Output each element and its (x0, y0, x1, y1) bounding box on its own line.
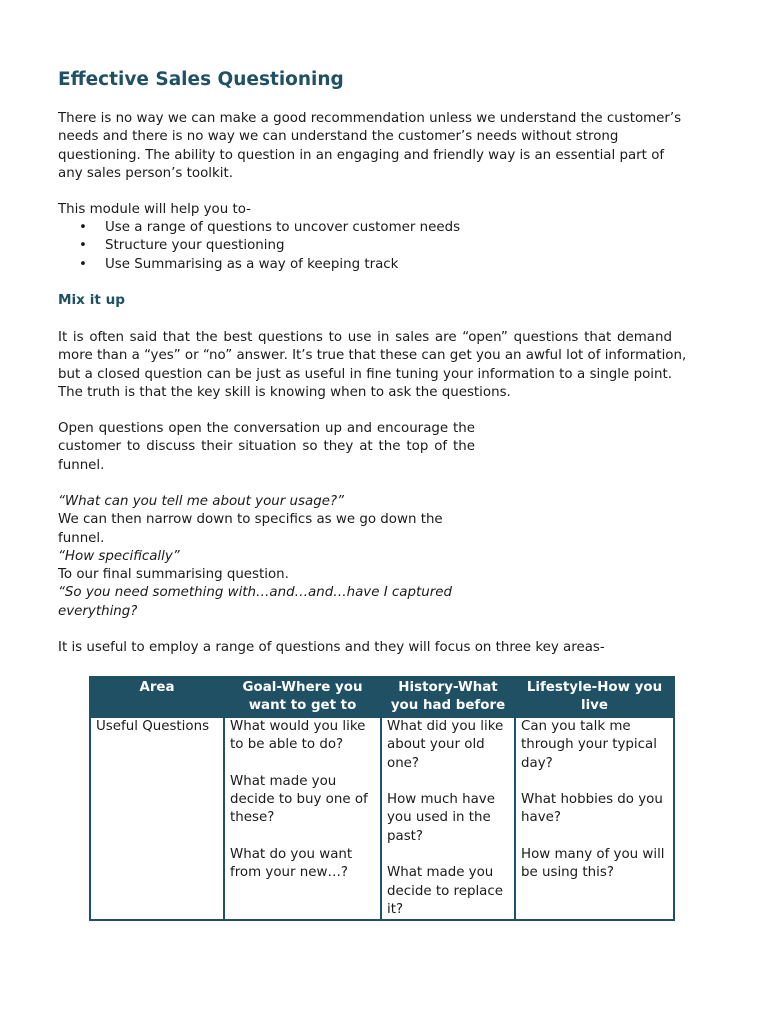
table-intro: It is useful to employ a range of questions and they will focus on three key areas- (58, 640, 605, 655)
funnel-text: We can then narrow down to specifics as we go down the (58, 512, 443, 528)
paragraph-line: The truth is that the key skill is knowing when to ask the questions. (58, 384, 511, 400)
paragraph-line: It is often said that the best questions to use in sales are “open” questions that demand (58, 330, 672, 345)
section-heading: Mix it up (58, 292, 125, 308)
paragraph-line: customer to discuss their situation so they at the top of the (58, 439, 475, 455)
table-header-row (90, 677, 674, 717)
example-question: “So you need something with…and…and…have I captured (58, 585, 452, 601)
goal-questions-cell (224, 717, 381, 920)
list-item: • Use Summarising as a way of keeping track (58, 256, 460, 274)
column-header-goal: Goal-Where you want to get to (224, 677, 381, 717)
funnel-example (58, 493, 452, 621)
open-questions-paragraph (58, 420, 475, 475)
row-label: Useful Questions (90, 717, 224, 920)
intro-line: questioning. The ability to question in an engaging and friendly way is an essential part of (58, 147, 665, 163)
table-row (90, 717, 674, 920)
body-paragraph (58, 329, 687, 402)
paragraph-line: but a closed question can be just as useful in fine tuning your information to a single point. (58, 366, 672, 382)
intro-line: any sales person’s toolkit. (58, 165, 233, 181)
list-item: • Structure your questioning (58, 237, 460, 255)
example-question: “How specifically” (58, 548, 180, 564)
bullet-icon: • (79, 256, 87, 272)
page-title: Effective Sales Questioning (58, 69, 344, 90)
paragraph-line: Open questions open the conversation up and encourage the (58, 421, 475, 436)
history-question: What did you like about your old one? (387, 719, 504, 771)
objectives-list (58, 219, 460, 274)
example-question: everything? (58, 603, 138, 619)
intro-line: needs and there is no way we can understand the customer’s needs without strong (58, 129, 619, 145)
column-header-area: Area (90, 677, 224, 717)
lifestyle-questions-cell (515, 717, 674, 920)
example-question: “What can you tell me about your usage?” (58, 494, 344, 509)
history-question: What made you decide to replace it? (387, 865, 503, 917)
bullet-icon: • (79, 238, 87, 254)
lifestyle-question: Can you talk me through your typical day? (521, 719, 657, 771)
column-header-history: History-What you had before (381, 677, 515, 717)
history-question: How much have you used in the past? (387, 792, 495, 844)
list-item: • Use a range of questions to uncover customer needs (58, 219, 460, 237)
lifestyle-question: How many of you will be using this? (521, 847, 665, 881)
lifestyle-question: What hobbies do you have? (521, 792, 663, 826)
history-questions-cell (381, 717, 515, 920)
funnel-text: funnel. (58, 530, 105, 546)
module-lead: This module will help you to- (58, 202, 252, 217)
questions-table (89, 676, 675, 921)
goal-question: What would you like to be able to do? (230, 719, 366, 753)
bullet-icon: • (79, 220, 87, 235)
paragraph-line: funnel. (58, 457, 105, 473)
goal-question: What do you want from your new…? (230, 847, 353, 881)
goal-question: What made you decide to buy one of these? (230, 773, 368, 826)
column-header-lifestyle: Lifestyle-How you live (515, 677, 674, 717)
intro-line: There is no way we can make a good recommendation unless we understand the customer’s (58, 111, 682, 126)
paragraph-line: more than a “yes” or “no” answer. It’s true that these can get you an awful lot of information, (58, 348, 687, 364)
intro-paragraph (58, 110, 682, 183)
funnel-text: To our final summarising question. (58, 567, 289, 583)
